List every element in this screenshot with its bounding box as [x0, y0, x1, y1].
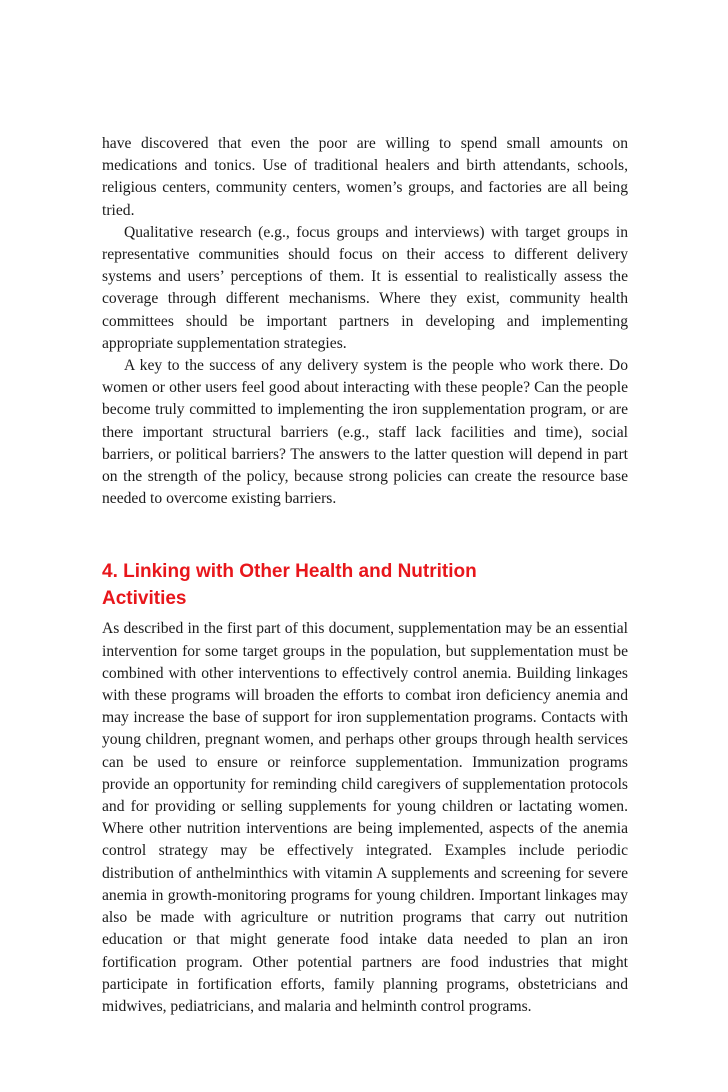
paragraph-linkages: As described in the first part of this document, supplementation may be an essential intervention for some target groups in the population, but supplementation must be combined with other interventions to effectively control anemia. Building linkages with these programs will broaden the efforts to combat iron deficiency anemia and may increase the base of support for iron supplementation programs. Contacts with young children, pregnant women, and perhaps other groups through health services can be used to ensure or reinforce supplementation. Immunization programs provide an opportunity for reminding child caregivers of supplementation protocols and for providing or selling supplements for young children or lactating women. Where other nutrition interventions are being implemented, aspects of the anemia control strategy may be effectively integrated. Examples include periodic distribution of anthelminthics with vitamin A supplements and screening for severe anemia in growth-monitoring programs for young children. Important linkages may also be made with agriculture or nutrition programs that carry out nutrition education or that might generate food intake data needed to plan an iron fortification program. Other potential partners are food industries that might participate in fortification efforts, family planning programs, obstetricians and midwives, pediatricians, and malaria and helminth control programs. [102, 620, 628, 1015]
paragraph-qualitative-research: Qualitative research (e.g., focus groups and interviews) with target groups in representative communities should focus on their access to different delivery systems and users’ perceptions of them. It is essential to realistically assess the coverage through different mechanisms. Where they exist, community health committees should be important partners in developing and implementing appropriate supplementation strategies. [102, 223, 628, 352]
section-heading [102, 558, 628, 612]
section-heading-line2: Activities [102, 588, 187, 610]
section-heading-line1: 4. Linking with Other Health and Nutrition [102, 561, 477, 583]
text-column [102, 133, 628, 1018]
paragraph-delivery-system: A key to the success of any delivery system is the people who work there. Do women or other users feel good about interacting with these people? Can the people become truly committed to implementing the iron supplementation program, or are there important structural barriers (e.g., staff lack facilities and time), social barriers, or political barriers? The answers to the latter question will depend in part on the strength of the policy, because strong policies can create the resource base needed to overcome existing barriers. [102, 357, 628, 508]
paragraph-continuation: have discovered that even the poor are willing to spend small amounts on medications and tonics. Use of traditional healers and birth attendants, schools, religious centers, community centers, women’s groups, and factories are all being tried. [102, 135, 628, 219]
